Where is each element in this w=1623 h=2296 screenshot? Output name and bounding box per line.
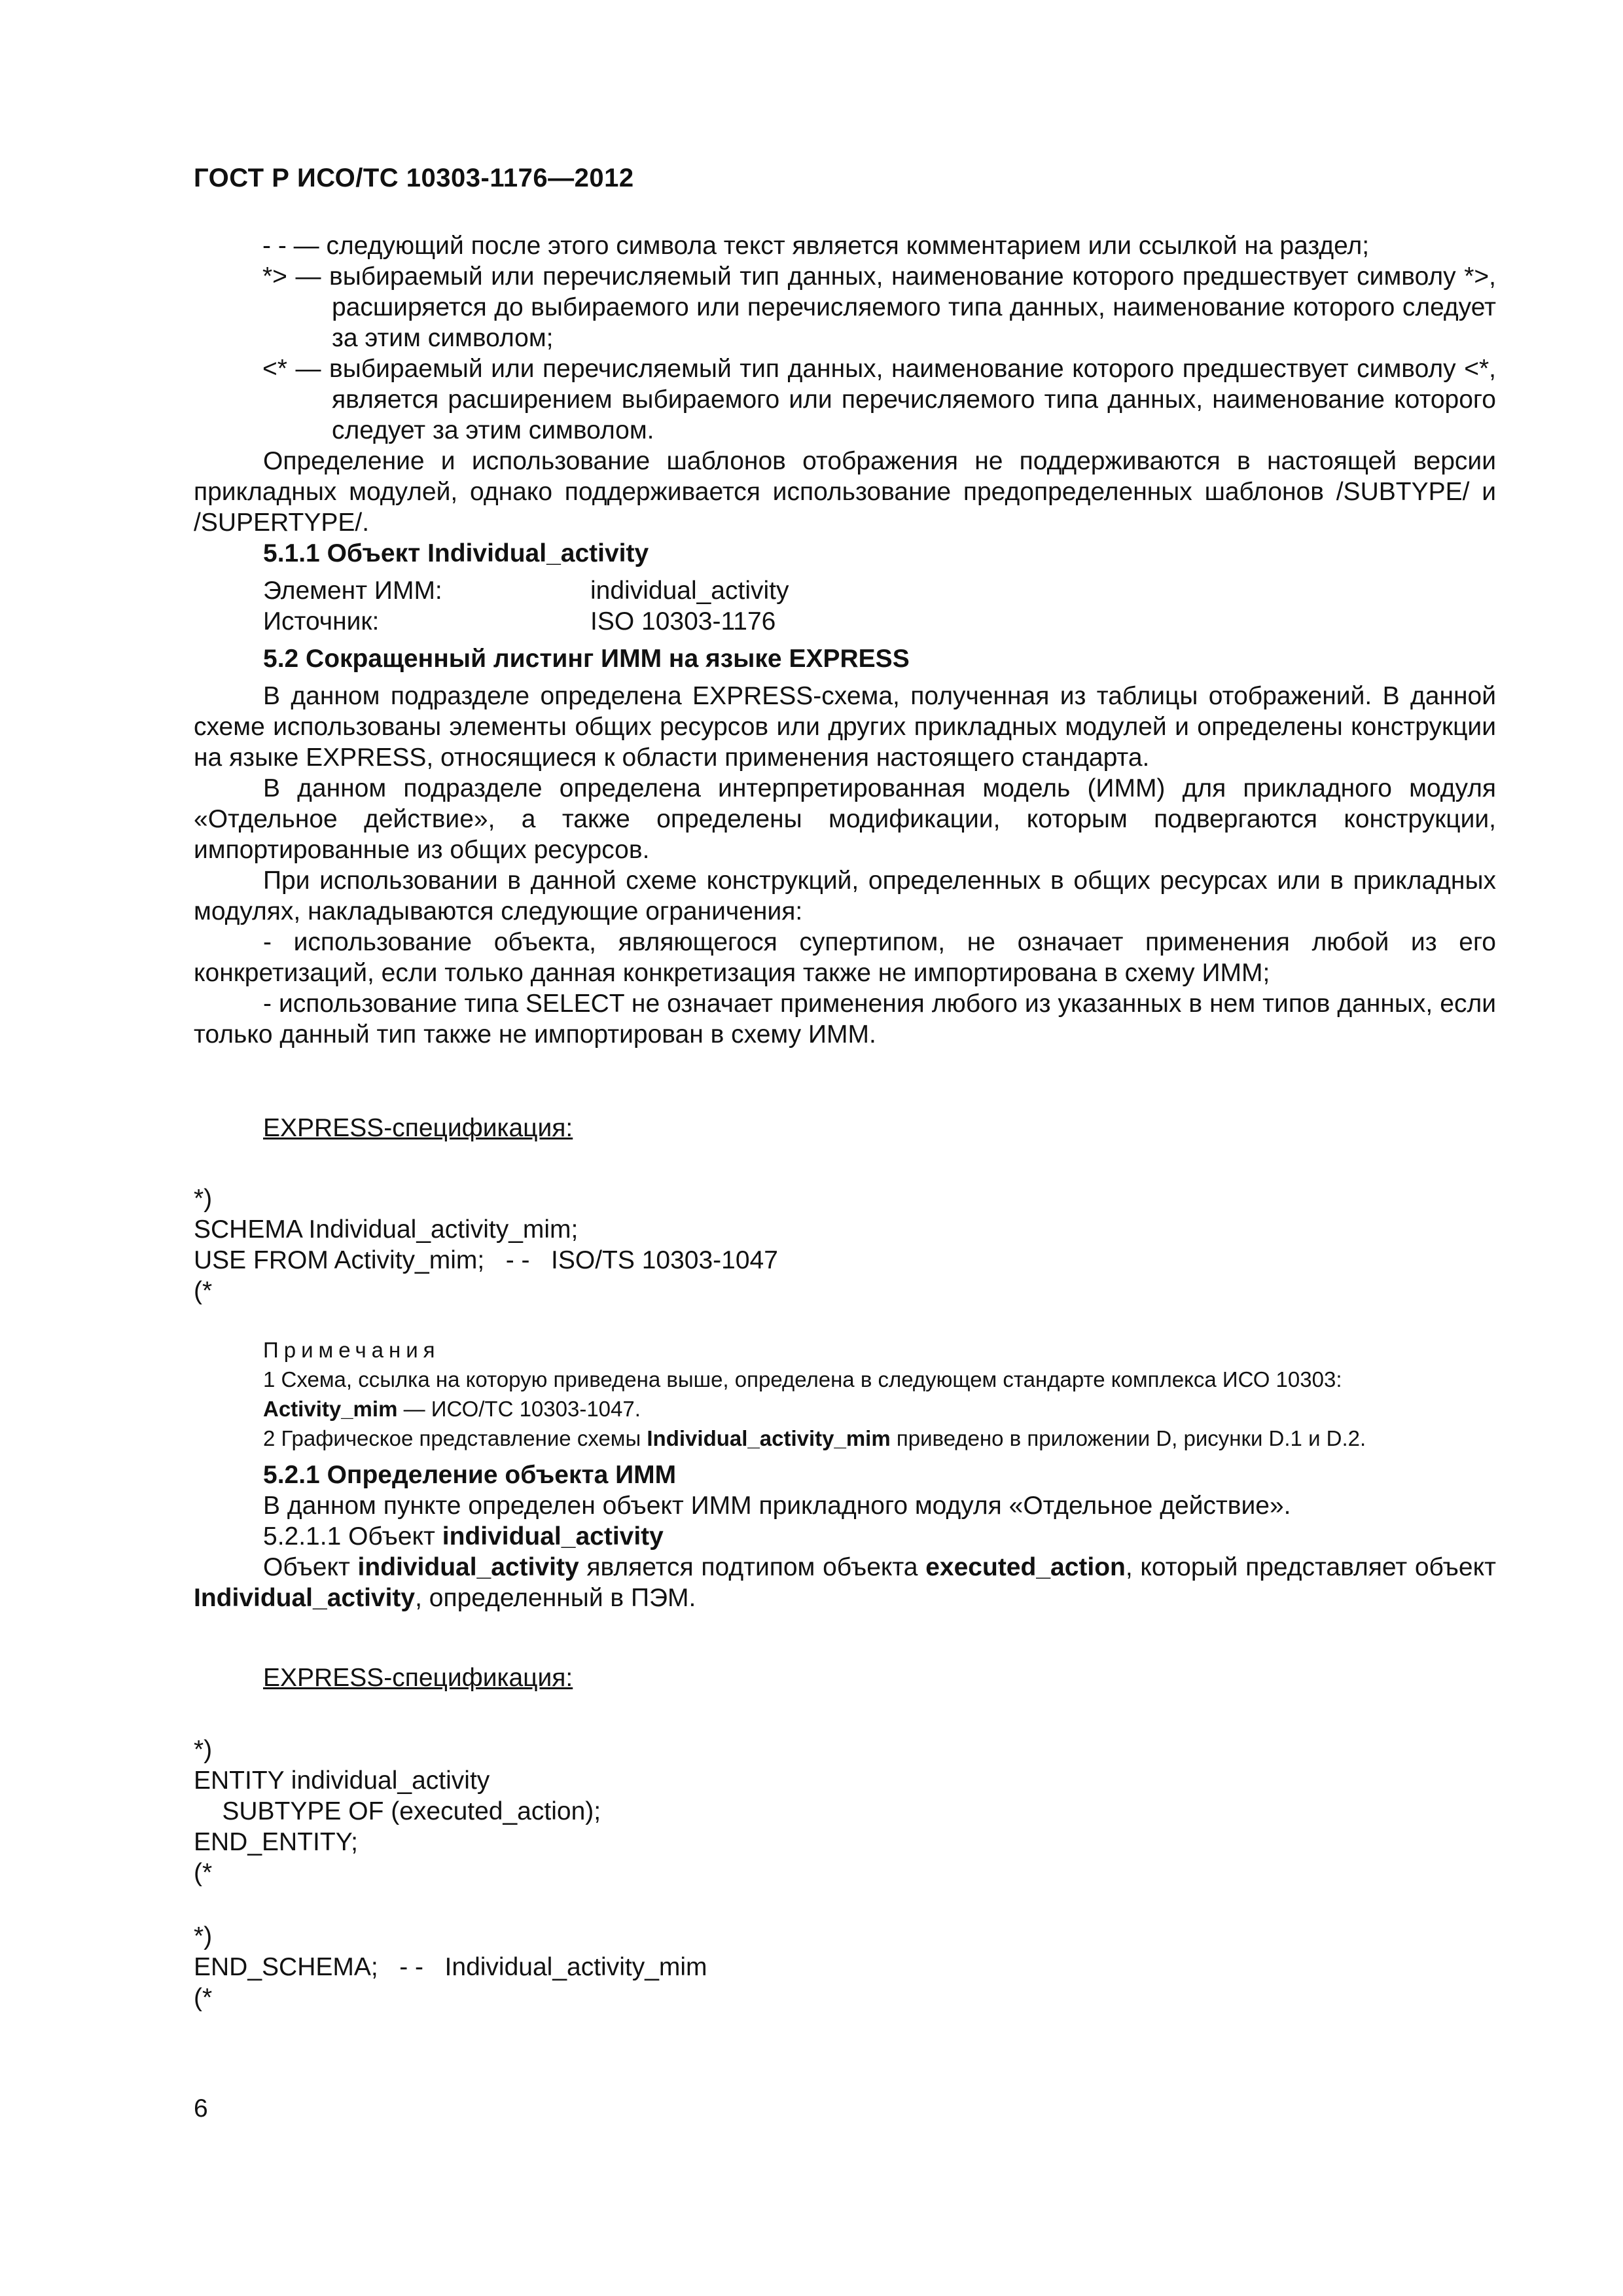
note-1 — [263, 1365, 1500, 1394]
element-value: individual_activity — [590, 577, 789, 605]
bold-span: executed_action — [925, 1553, 1126, 1581]
paragraph: В данном пункте определен объект ИММ прикладного модуля «Отдельное действие». — [263, 1492, 1291, 1520]
code-line: (* — [194, 1984, 213, 2012]
page-number: 6 — [194, 2094, 208, 2123]
express-spec-label: EXPRESS-спецификация: — [263, 1114, 573, 1142]
list-item: - использование объекта, являющегося супертипом, не означает применения любой из его конкретизаций, если только данная конкретизация также не импортирована в схему ИММ; — [194, 928, 1496, 987]
notes-title: Примечания — [263, 1338, 440, 1362]
source-key: Источник: — [263, 607, 380, 636]
heading-bold: individual_activity — [442, 1522, 664, 1551]
definition-term: <* — [262, 355, 287, 383]
definition-extend — [194, 261, 1496, 353]
code-block-end-schema — [194, 1921, 1496, 2013]
note-1-bold: Activity_mim — [263, 1397, 398, 1421]
code-line: SCHEMA Individual_activity_mim; — [194, 1215, 579, 1244]
section-heading-5-2: 5.2 Сокращенный листинг ИММ на языке EXPRESS — [263, 645, 910, 673]
symbol-definitions — [194, 230, 1496, 1050]
definition-term: *> — [262, 262, 287, 291]
paragraph: В данном подразделе определена интерпретированная модель (ИММ) для прикладного модуля «Отдельное действие», а также определены модификации, которым подвергаются конструкции, импортированные из общих ресурсов. — [194, 774, 1496, 864]
code-line: END_ENTITY; — [194, 1828, 359, 1856]
code-line: *) — [194, 1185, 213, 1213]
text-span: Объект — [263, 1553, 358, 1581]
element-info — [263, 575, 1496, 637]
code-line: *) — [194, 1736, 213, 1764]
section-5-2-1 — [194, 1460, 1496, 1613]
code-line: (* — [194, 1859, 213, 1887]
definition-text: — выбираемый или перечисляемый тип данных, наименование которого предшествует символу <*, является расширением выбираемого или перечисляемого типа данных, наименование которого следует за этим символом. — [295, 355, 1496, 444]
templates-paragraph: Определение и использование шаблонов отображения не поддерживаются в настоящей версии прикладных модулей, однако поддерживается использование предопределенных шаблонов /SUBTYPE/ и /SUPERTYPE/. — [194, 447, 1496, 537]
code-line: *) — [194, 1922, 213, 1950]
express-spec-1 — [194, 1113, 1496, 1143]
section-heading-5-2-1: 5.2.1 Определение объекта ИММ — [263, 1461, 677, 1489]
code-line: ENTITY individual_activity — [194, 1767, 490, 1795]
source-row — [263, 606, 1496, 637]
bold-span: individual_activity — [357, 1553, 579, 1581]
paragraph: При использовании в данной схеме конструкций, определенных в общих ресурсах или в прикладных модулях, накладываются следующие ограничения: — [194, 867, 1496, 925]
express-spec-label: EXPRESS-спецификация: — [263, 1664, 573, 1692]
list-item: - использование типа SELECT не означает применения любого из указанных в нем типов данных, если только данный тип также не импортирован в схему ИММ. — [194, 990, 1496, 1049]
text-span: является подтипом объекта — [579, 1553, 926, 1581]
note-1-cont — [263, 1394, 1500, 1424]
code-block-entity — [194, 1734, 1496, 1888]
definition-text: — выбираемый или перечисляемый тип данных, наименование которого предшествует символу *>, расширяется до выбираемого или перечисляемого типа данных, наименование которого следует за этим символом; — [295, 262, 1496, 352]
heading-prefix: 5.2.1.1 Объект — [263, 1522, 442, 1551]
code-block-schema — [194, 1183, 1496, 1306]
code-line: SUBTYPE OF (executed_action); — [194, 1797, 601, 1825]
section-heading-5-2-1-1 — [194, 1521, 1496, 1552]
note-2-bold: Individual_activity_mim — [647, 1426, 891, 1450]
express-spec-2 — [194, 1662, 1496, 1693]
code-line: (* — [194, 1277, 213, 1305]
note-2 — [263, 1424, 1500, 1453]
source-value: ISO 10303-1176 — [590, 607, 776, 636]
code-line: END_SCHEMA; - - Individual_activity_mim — [194, 1953, 707, 1981]
text-span: , определенный в ПЭМ. — [415, 1584, 696, 1612]
note-2-pre: 2 Графическое представление схемы — [263, 1426, 647, 1450]
element-row — [263, 575, 1496, 606]
definition-comment — [194, 230, 1496, 261]
paragraph — [194, 1552, 1496, 1613]
section-heading-5-1-1: 5.1.1 Объект Individual_activity — [263, 539, 649, 567]
code-line: USE FROM Activity_mim; - - ISO/TS 10303-1047 — [194, 1246, 778, 1274]
definition-text: — следующий после этого символа текст является комментарием или ссылкой на раздел; — [293, 232, 1370, 260]
text-span: , который представляет объект — [1125, 1553, 1496, 1581]
paragraph: В данном подразделе определена EXPRESS-схема, полученная из таблицы отображений. В данной схеме использованы элементы общих ресурсов или других прикладных модулей и определены конструкции на языке EXPRESS, относящиеся к области применения настоящего стандарта. — [194, 682, 1496, 772]
note-1-tail: — ИСО/ТС 10303-1047. — [397, 1397, 641, 1421]
note-1-text: 1 Схема, ссылка на которую приведена выше, определена в следующем стандарте комплекса ИСО 10303: — [263, 1367, 1342, 1391]
note-2-tail: приведено в приложении D, рисунки D.1 и D.2. — [890, 1426, 1366, 1450]
document-header: ГОСТ Р ИСО/ТС 10303-1176—2012 — [194, 164, 634, 192]
bold-span: Individual_activity — [194, 1584, 416, 1612]
notes-block — [263, 1335, 1500, 1453]
definition-term: - - — [262, 232, 287, 260]
definition-extension — [194, 353, 1496, 446]
element-key: Элемент ИММ: — [263, 577, 442, 605]
